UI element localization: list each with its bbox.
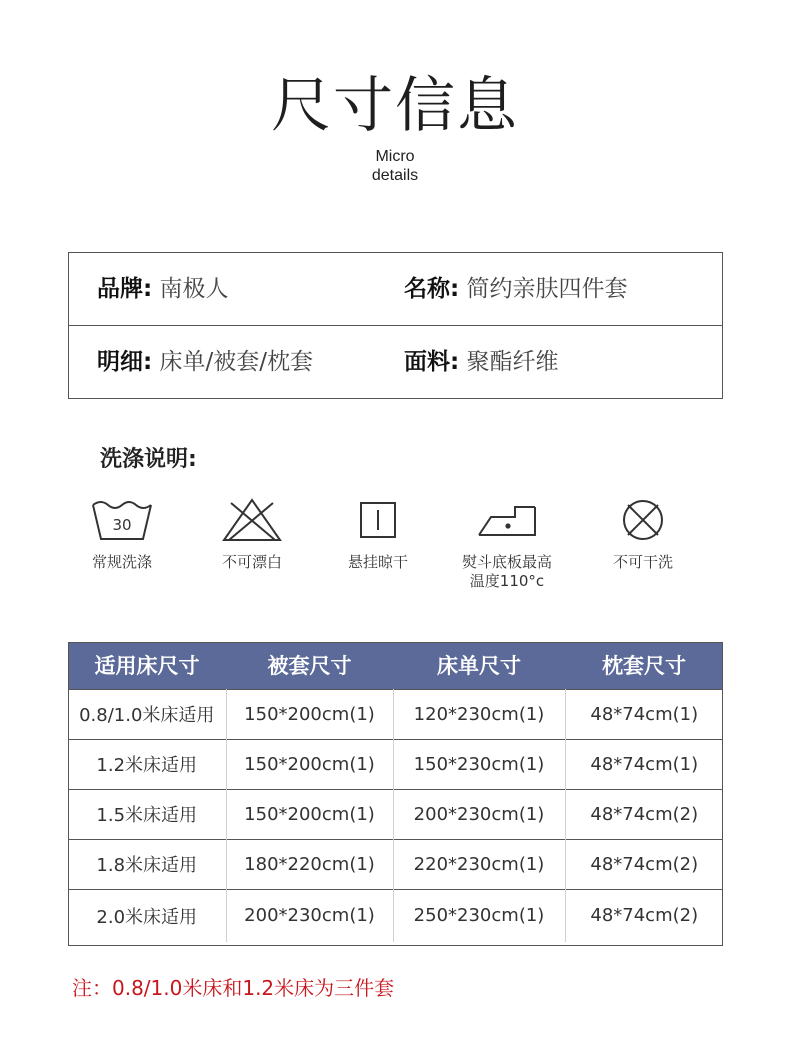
wash-label-no-bleach: 不可漂白	[221, 553, 282, 571]
wash-item-no-dry-clean	[578, 497, 708, 572]
cell-sheet-size: 220*230cm(1)	[393, 839, 565, 889]
header-duvet-size: 被套尺寸	[226, 642, 393, 689]
iron-icon	[475, 497, 539, 543]
table-header-row	[68, 642, 723, 689]
cell-pillowcase-size: 48*74cm(2)	[565, 839, 723, 889]
hang-dry-icon	[355, 497, 401, 543]
cell-bed-size: 2.0米床适用	[68, 889, 226, 942]
wash-label-iron-line-1: 熨斗底板最高	[461, 553, 552, 571]
wash-label-normal: 常规洗涤	[91, 553, 152, 571]
header-bed-size: 适用床尺寸	[68, 642, 226, 689]
name-value: 简约亲肤四件套	[466, 276, 628, 302]
fabric-value: 聚酯纤维	[466, 349, 559, 375]
wash-label-iron-line-2: 温度110°c	[469, 572, 545, 590]
header-pillowcase-size: 枕套尺寸	[565, 642, 723, 689]
table-row	[68, 689, 723, 739]
table-row	[68, 839, 723, 889]
brand-value: 南极人	[159, 276, 229, 302]
wash-item-iron	[442, 497, 572, 591]
cell-pillowcase-size: 48*74cm(1)	[565, 689, 723, 739]
wash-label-no-dry-clean: 不可干洗	[612, 553, 673, 571]
info-row-2	[69, 326, 722, 399]
cell-sheet-size: 200*230cm(1)	[393, 789, 565, 839]
cell-bed-size: 1.5米床适用	[68, 789, 226, 839]
cell-sheet-size: 120*230cm(1)	[393, 689, 565, 739]
wash-label-iron	[442, 553, 572, 591]
cell-pillowcase-size: 48*74cm(2)	[565, 789, 723, 839]
cell-pillowcase-size: 48*74cm(1)	[565, 739, 723, 789]
info-row-1	[69, 253, 722, 326]
table-row	[68, 889, 723, 942]
cell-sheet-size: 150*230cm(1)	[393, 739, 565, 789]
name-label: 名称:	[404, 276, 460, 302]
fabric-label: 面料:	[404, 349, 460, 375]
product-info-box	[68, 252, 723, 399]
cell-duvet-size: 150*200cm(1)	[226, 689, 393, 739]
no-bleach-icon	[221, 497, 283, 543]
wash-item-hang-dry	[313, 497, 443, 572]
page-subtitle	[0, 147, 790, 185]
wash-label-hang-dry: 悬挂晾干	[347, 553, 408, 571]
detail-field	[97, 326, 313, 399]
detail-value: 床单/被套/枕套	[159, 349, 314, 375]
cell-bed-size: 0.8/1.0米床适用	[68, 689, 226, 739]
cell-pillowcase-size: 48*74cm(2)	[565, 889, 723, 942]
no-dry-clean-icon	[618, 497, 668, 543]
brand-field	[97, 253, 229, 326]
table-row	[68, 789, 723, 839]
subtitle-line-2: details	[371, 167, 419, 184]
cell-duvet-size: 200*230cm(1)	[226, 889, 393, 942]
cell-duvet-size: 180*220cm(1)	[226, 839, 393, 889]
wash-30-icon	[89, 497, 155, 543]
wash-temp: 30	[112, 516, 132, 534]
cell-bed-size: 1.8米床适用	[68, 839, 226, 889]
table-row	[68, 739, 723, 789]
page-title: 尺寸信息	[271, 71, 519, 141]
footnote: 注：0.8/1.0米床和1.2米床为三件套	[72, 976, 395, 1000]
wash-item-normal	[57, 497, 187, 572]
brand-label: 品牌:	[97, 276, 153, 302]
name-field	[404, 253, 628, 326]
cell-bed-size: 1.2米床适用	[68, 739, 226, 789]
wash-instructions-title: 洗涤说明:	[100, 447, 197, 472]
subtitle-line-1: Micro	[375, 148, 415, 165]
cell-duvet-size: 150*200cm(1)	[226, 739, 393, 789]
fabric-field	[404, 326, 559, 399]
header-sheet-size: 床单尺寸	[393, 642, 565, 689]
size-table	[68, 642, 723, 942]
wash-item-no-bleach	[187, 497, 317, 572]
cell-sheet-size: 250*230cm(1)	[393, 889, 565, 942]
cell-duvet-size: 150*200cm(1)	[226, 789, 393, 839]
detail-label: 明细:	[97, 349, 153, 375]
